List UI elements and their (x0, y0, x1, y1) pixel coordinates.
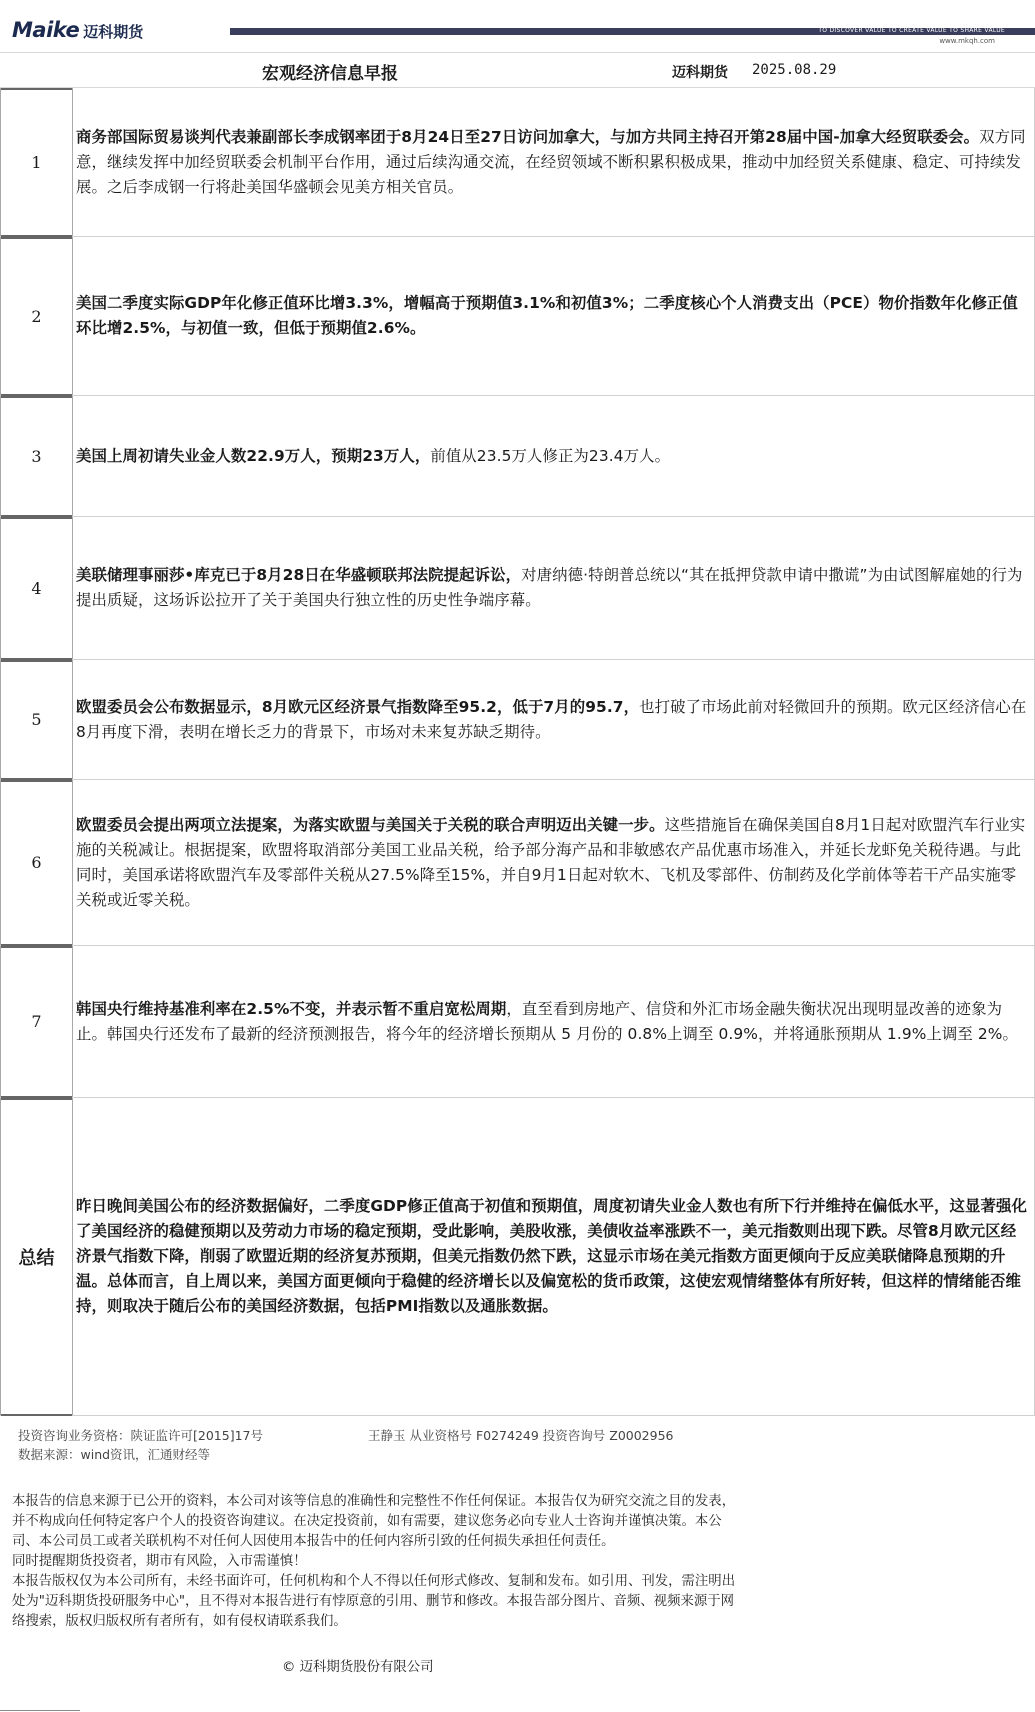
report-org: 迈科期货 (672, 65, 728, 81)
news-content (73, 660, 1034, 779)
news-headline: 美国上周初请失业金人数22.9万人，预期23万人， (76, 446, 431, 465)
news-headline: 美联储理事丽莎•库克已于8月28日在华盛顿联邦法院提起诉讼， (76, 566, 522, 584)
summary-label (0, 1098, 73, 1415)
news-row (0, 517, 1034, 660)
news-content (73, 88, 1034, 236)
news-row (0, 396, 1034, 517)
news-number: 6 (0, 780, 73, 945)
risk-warning: 同时提醒期货投资者，期市有风险，入市需谨慎！ (12, 1554, 307, 1569)
news-body: 这些措施旨在确保美国自8月1日起对欧盟汽车行业实施的关税减让。根据提案，欧盟将取消部分美国工业品关税，给予部分海产品和非敏感农产品优惠市场准入，并延长龙虾免关税待遇。与此同时，美国承诺将欧盟汽车及零部件关税从27.5%降至15%，并自9月1日起对软木、飞机及零部件、仿制药及化学前体等若干产品实施零关税或近零关税。 (76, 815, 1026, 909)
news-row (0, 88, 1034, 237)
news-number: 3 (0, 396, 73, 516)
news-body: 双方同意，继续发挥中加经贸联委会机制平台作用，通过后续沟通交流，在经贸领域不断积累积极成果，推动中加经贸关系健康、稳定、可持续发展。之后李成钢一行将赴美国华盛顿会见美方相关官员。 (76, 127, 1026, 196)
news-content (73, 517, 1034, 659)
news-headline: 商务部国际贸易谈判代表兼副部长李成钢率团于8月24日至27日访问加拿大，与加方共同主持召开第28届中国-加拿大经贸联委会。 (76, 127, 980, 146)
website-url: www.mkqh.com (939, 37, 995, 45)
news-body: 对唐纳德·特朗普总统以“其在抵押贷款申请中撒谎”为由试图解雇她的行为提出质疑，这场诉讼拉开了关于美国央行独立性的历史性争端序幕。 (76, 566, 1023, 609)
summary-row (0, 1098, 1034, 1416)
footer-divider (0, 1710, 80, 1711)
news-number: 4 (0, 517, 73, 659)
copyright-notice: 本报告版权仅为本公司所有，未经书面许可，任何机构和个人不得以任何形式修改、复制和发布。如引用、刊发，需注明出处为"迈科期货投研服务中心"，且不得对本报告进行有悖原意的引用、删节和修改。本报告部分图片、音频、视频来源于网络搜索，版权归版权所有者所有，如有侵权请联系我们。 (12, 1574, 736, 1629)
news-number: 2 (0, 237, 73, 395)
news-number: 1 (0, 88, 73, 236)
license-text: 投资咨询业务资格：陕证监许可[2015]17号 (18, 1428, 263, 1443)
data-source: 数据来源：wind资讯，汇通财经等 (18, 1447, 211, 1462)
report-title: 宏观经济信息早报 (262, 64, 398, 84)
news-table (0, 88, 1035, 1416)
news-body: 前值从23.5万人修正为23.4万人。 (430, 446, 671, 465)
copyright: © 迈科期货股份有限公司 (282, 1660, 434, 1675)
news-content (73, 237, 1034, 395)
footer (0, 1418, 1035, 1712)
logo-chinese: 迈科期货 (83, 23, 144, 41)
news-row (0, 946, 1034, 1098)
disclaimer-paragraph: 本报告的信息来源于已公开的资料，本公司对该等信息的准确性和完整性不作任何保证。本报告仅为研究交流之目的发表，并不构成向任何特定客户个人的投资咨询建议。在决定投资前，如有需要，建议您务必向专业人士咨询并谨慎决策。本公司、本公司员工或者关联机构不对任何人因使用本报告中的任何内容所引致的任何损失承担任何责任。 (12, 1494, 736, 1549)
news-row (0, 237, 1034, 396)
analyst-info: 王静玉 从业资格号 F0274249 投资咨询号 Z0002956 (368, 1428, 674, 1443)
news-row (0, 660, 1034, 780)
news-content (73, 396, 1034, 516)
summary-content (73, 1098, 1034, 1415)
news-body: 也打破了市场此前对轻微回升的预期。欧元区经济信心在8月再度下滑，表明在增长乏力的背景下，市场对未来复苏缺乏期待。 (76, 697, 1027, 741)
news-content (73, 780, 1034, 945)
news-number: 5 (0, 660, 73, 779)
logo-latin: Maike (12, 18, 80, 42)
report-date: 2025.08.29 (752, 62, 837, 78)
news-headline: 欧盟委员会提出两项立法提案，为落实欧盟与美国关于关税的联合声明迈出关键一步。 (76, 815, 665, 834)
header-tagline: TO DISCOVER VALUE TO CREATE VALUE TO SHARE VALUE (818, 27, 1005, 34)
disclaimer (12, 1492, 742, 1632)
summary-text: 昨日晚间美国公布的经济数据偏好，二季度GDP修正值高于初值和预期值，周度初请失业金人数也有所下行并维持在偏低水平，这显著强化了美国经济的稳健预期以及劳动力市场的稳定预期，受此影响，美股收涨，美债收益率涨跌不一，美元指数则出现下跌。尽管8月欧元区经济景气指数下降，削弱了欧盟近期的经济复苏预期，但美元指数仍然下跌，这显示市场在美元指数方面更倾向于反应美联储降息预期的升温。总体而言，自上周以来，美国方面更倾向于稳健的经济增长以及偏宽松的货币政策，这使宏观情绪整体有所好转，但这样的情绪能否维持，则取决于随后公布的美国经济数据，包括PMI指数以及通胀数据。 (76, 1197, 1027, 1315)
news-row (0, 780, 1034, 946)
qualification-block (18, 1426, 263, 1464)
title-row (0, 52, 1035, 88)
news-headline: 美国二季度实际GDP年化修正值环比增3.3%，增幅高于预期值3.1%和初值3%；二季度核心个人消费支出（PCE）物价指数年化修正值环比增2.5%，与初值一致，但低于预期值2.6%。 (76, 294, 1018, 337)
summary-label-text: 总结 (18, 1247, 55, 1269)
news-body: ，直至看到房地产、信贷和外汇市场金融失衡状况出现明显改善的迹象为止。韩国央行还发布了最新的经济预测报告，将今年的经济增长预期从 5 月份的 0.8%上调至 0.9%，并将通胀预期从 1.9%上调至 2%。 (76, 999, 1019, 1043)
news-number: 7 (0, 946, 73, 1097)
news-headline: 欧盟委员会公布数据显示，8月欧元区经济景气指数降至95.2，低于7月的95.7， (76, 697, 640, 716)
company-logo (12, 18, 143, 42)
news-content (73, 946, 1034, 1097)
header-banner (0, 0, 1035, 52)
news-headline: 韩国央行维持基准利率在2.5%不变，并表示暂不重启宽松周期 (76, 999, 507, 1018)
